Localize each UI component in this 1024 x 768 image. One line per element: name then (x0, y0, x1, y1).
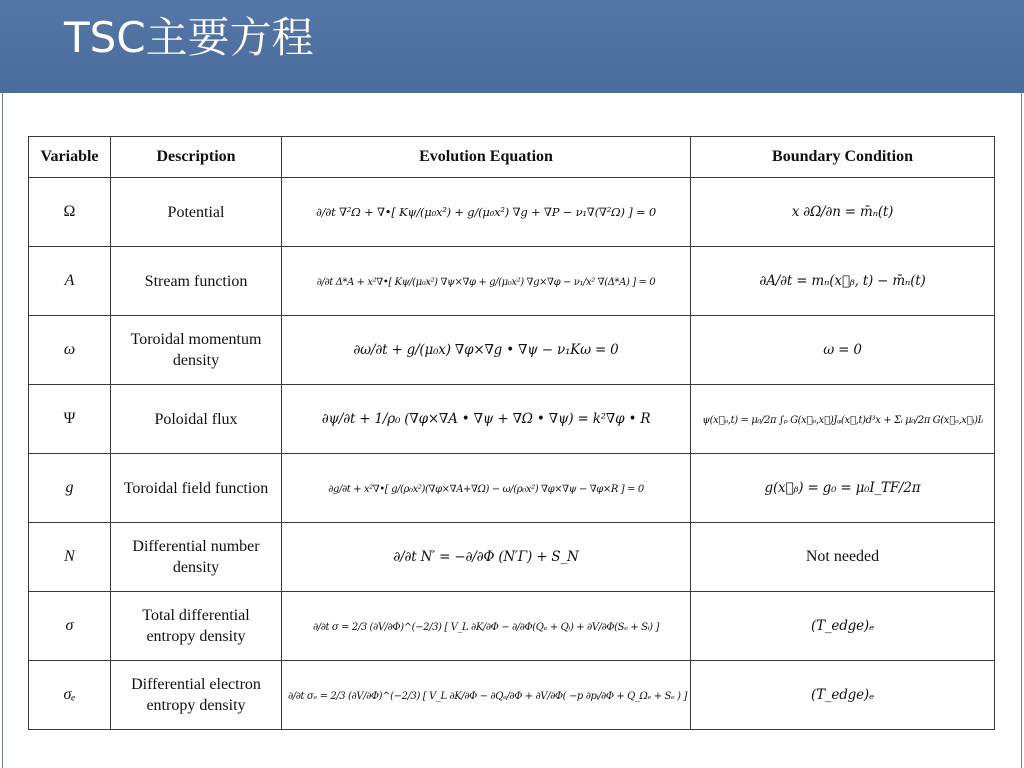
column-header-description: Description (111, 137, 282, 178)
description-cell: Poloidal flux (111, 385, 282, 454)
boundary-text: ∂A/∂t = mₙ(x⃗ᵦ, t) − m̄ₙ(t) (759, 273, 926, 289)
equation-cell (282, 385, 691, 454)
column-header-boundary: Boundary Condition (691, 137, 995, 178)
slide-title: TSC主要方程 (64, 13, 314, 62)
description-cell: Toroidal momentum density (111, 316, 282, 385)
equation-text: ∂/∂t N′ = −∂/∂Φ (N′Γ) + S_N (393, 549, 579, 565)
description-cell: Stream function (111, 247, 282, 316)
boundary-text: Not needed (805, 548, 880, 565)
column-header-equation: Evolution Equation (282, 137, 691, 178)
description-cell: Differential electron entropy density (111, 661, 282, 730)
equation-cell (282, 523, 691, 592)
equation-table (28, 136, 995, 730)
boundary-cell (691, 592, 995, 661)
equation-text: ∂/∂t ∇²Ω + ∇•[ Kψ/(μ₀x²) + g/(μ₀x²) ∇g + ∇P − ν₁∇(∇²Ω) ] = 0 (316, 205, 656, 219)
variable-cell: Ω (29, 178, 111, 247)
boundary-text: (T_edge)ₑ (811, 687, 874, 703)
variable-cell: ω (29, 316, 111, 385)
description-cell: Toroidal field function (111, 454, 282, 523)
table-row (29, 454, 995, 523)
boundary-text: ψ(x⃗ₒ,t) = μ₀/2π ∫ₚ G(x⃗ₒ,x⃗)Jᵩ(x⃗,t)d³x + Σᵢ μ₀/2π G(x⃗ₒ,x⃗ᵢ)Iᵢ (702, 415, 983, 426)
boundary-cell (691, 454, 995, 523)
boundary-cell (691, 661, 995, 730)
equation-cell (282, 247, 691, 316)
boundary-cell (691, 178, 995, 247)
frame-line-left (2, 93, 3, 768)
variable-cell: Ψ (29, 385, 111, 454)
table-row (29, 385, 995, 454)
table-row (29, 661, 995, 730)
title-bar (0, 0, 1024, 93)
variable-cell: N (29, 523, 111, 592)
variable-cell: g (29, 454, 111, 523)
boundary-text: (T_edge)ₑ (811, 618, 874, 634)
equation-text: ∂ω/∂t + g/(μ₀x) ∇φ×∇g • ∇ψ − ν₁Kω = 0 (353, 342, 619, 358)
boundary-text: ω = 0 (823, 342, 862, 358)
equation-cell (282, 316, 691, 385)
table-row (29, 178, 995, 247)
description-cell: Potential (111, 178, 282, 247)
column-header-variable: Variable (29, 137, 111, 178)
equation-cell (282, 661, 691, 730)
boundary-text: x ∂Ω/∂n = m̄ₙ(t) (791, 204, 894, 220)
table-row (29, 316, 995, 385)
variable-cell: σₑ (29, 661, 111, 730)
variable-cell: A (29, 247, 111, 316)
equation-text: ∂/∂t Δ*A + x²∇•[ Kψ/(μ₀x²) ∇ψ×∇φ + g/(μ₀x²) ∇g×∇φ − ν₁/x² ∇(Δ*A) ] = 0 (316, 277, 656, 288)
equation-cell (282, 592, 691, 661)
boundary-cell (691, 523, 995, 592)
variable-cell: σ (29, 592, 111, 661)
table-header-row (29, 137, 995, 178)
frame-line-right (1021, 93, 1022, 768)
description-cell: Differential number density (111, 523, 282, 592)
equation-text: ∂/∂t σₑ = 2/3 (∂V/∂Φ)^(−2/3) [ V_L ∂K/∂Φ − ∂Qₑ/∂Φ + ∂V/∂Φ( −p ∂pᵢ/∂Φ + Q_Ωₑ + Sₑ ) ] (288, 691, 687, 702)
equation-text: ∂ψ/∂t + 1/ρ₀ (∇φ×∇A • ∇ψ + ∇Ω • ∇ψ) = k²∇φ • R (321, 411, 651, 427)
table-row (29, 592, 995, 661)
equation-text: ∂g/∂t + x²∇•[ g/(ρ₀x²)(∇φ×∇A+∇Ω) − ω/(ρ₀x²) ∇φ×∇ψ − ∇φ×R ] = 0 (328, 484, 644, 495)
boundary-cell (691, 247, 995, 316)
table-row (29, 523, 995, 592)
table-row (29, 247, 995, 316)
equation-cell (282, 454, 691, 523)
boundary-cell (691, 385, 995, 454)
equation-text: ∂/∂t σ = 2/3 (∂V/∂Φ)^(−2/3) [ V_L ∂K/∂Φ − ∂/∂Φ(Qₑ + Qᵢ) + ∂V/∂Φ(Sₑ + Sᵢ) ] (313, 622, 659, 633)
equation-cell (282, 178, 691, 247)
boundary-cell (691, 316, 995, 385)
boundary-text: g(x⃗ᵦ) = g₀ = μ₀I_TF/2π (764, 480, 921, 496)
description-cell: Total differential entropy density (111, 592, 282, 661)
